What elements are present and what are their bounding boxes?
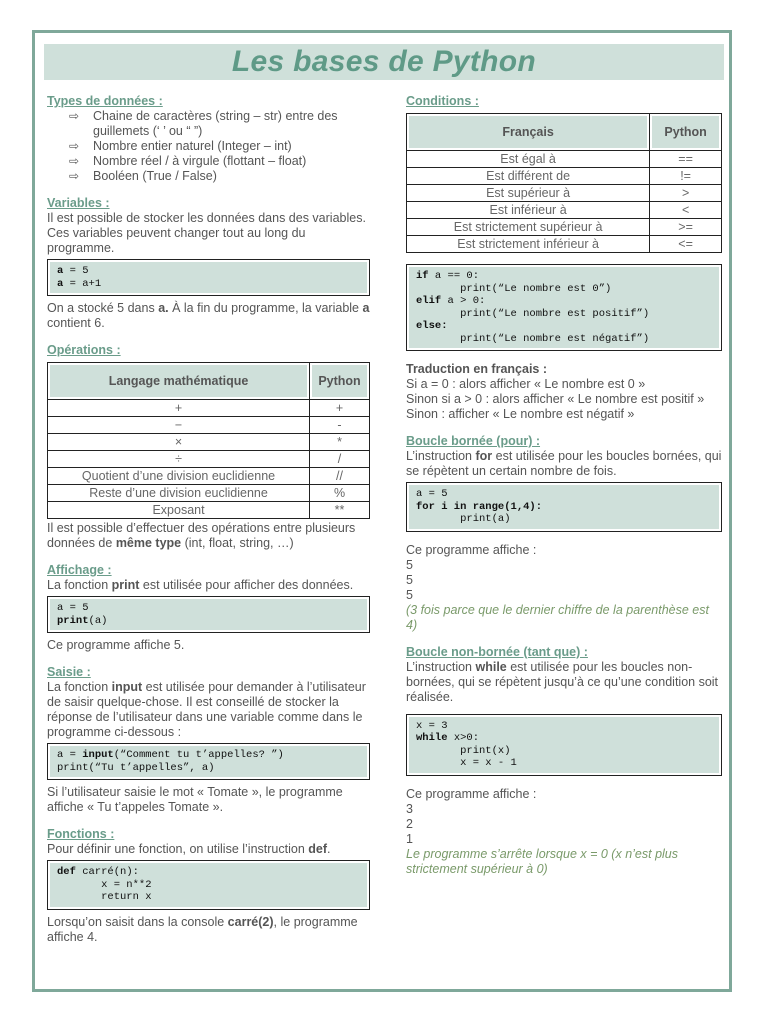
operations-heading: Opérations : bbox=[47, 343, 121, 357]
types-item: ⇨ Chaine de caractères (string – str) entre des guillemets (‘ ’ ou “ ”) bbox=[69, 109, 370, 139]
table-row: Est strictement supérieur à >= bbox=[407, 219, 722, 236]
saisie-heading: Saisie : bbox=[47, 665, 91, 679]
boucle-for-output: 5 bbox=[406, 557, 413, 572]
variables-code: a = 5 a = a+1 bbox=[47, 259, 370, 296]
table-row: Est différent de != bbox=[407, 168, 722, 185]
boucle-while-note: Le programme s’arrête lorsque x = 0 (x n’est plus strictement supérieur à 0) bbox=[406, 846, 678, 876]
traduction-line: Sinon si a > 0 : alors afficher « Le nombre est positif » bbox=[406, 392, 705, 406]
boucle-while-output: 3 bbox=[406, 801, 413, 816]
saisie-text: La fonction input est utilisée pour demander à l’utilisateur de saisir quelque-chose. Il est conseillé de stocker la réponse de l’utilisateur dans une variable comme dans le programme ci-dessous : bbox=[47, 680, 366, 739]
types-item: ⇨ Nombre réel / à virgule (flottant – float) bbox=[69, 154, 370, 169]
affichage-text: La fonction print est utilisée pour afficher des données. bbox=[47, 578, 354, 592]
types-item: ⇨ Nombre entier naturel (Integer – int) bbox=[69, 139, 370, 154]
affichage-heading: Affichage : bbox=[47, 563, 112, 577]
left-column bbox=[47, 94, 370, 945]
boucle-for-text: L’instruction for est utilisée pour les boucles bornées, qui se répètent un certain nombre de fois. bbox=[406, 449, 722, 478]
conditions-heading: Conditions : bbox=[406, 94, 479, 108]
traduction-heading: Traduction en français : bbox=[406, 362, 548, 376]
table-row: × * bbox=[48, 434, 370, 451]
types-item: ⇨ Booléen (True / False) bbox=[69, 169, 370, 184]
boucle-while-output: 2 bbox=[406, 816, 413, 831]
affichage-code: a = 5 print(a) bbox=[47, 596, 370, 633]
affichage-after: Ce programme affiche 5. bbox=[47, 638, 185, 652]
saisie-code: a = input(“Comment tu t’appelles? ”) print(“Tu t’appelles”, a) bbox=[47, 743, 370, 780]
table-row: Est supérieur à > bbox=[407, 185, 722, 202]
types-list bbox=[47, 109, 370, 184]
fonctions-heading: Fonctions : bbox=[47, 827, 115, 841]
boucle-for-after: Ce programme affiche : bbox=[406, 542, 537, 557]
table-row: ÷ / bbox=[48, 451, 370, 468]
operations-table bbox=[47, 362, 370, 519]
variables-after: On a stocké 5 dans a. À la fin du programme, la variable a contient 6. bbox=[47, 301, 370, 330]
variables-text: Il est possible de stocker les données dans des variables. Ces variables peuvent changer tout au long du programme. bbox=[47, 211, 366, 255]
boucle-while-after: Ce programme affiche : bbox=[406, 786, 537, 801]
conditions-code: if a == 0: print(“Le nombre est 0”) elif a > 0: print(“Le nombre est positif”) else: print(“Le nombre est négatif”) bbox=[406, 264, 722, 351]
saisie-after: Si l’utilisateur saisie le mot « Tomate », le programme affiche « Tu t’appeles Tomate ». bbox=[47, 785, 343, 814]
table-row: Reste d’une division euclidienne % bbox=[48, 485, 370, 502]
traduction-line: Sinon : afficher « Le nombre est négatif » bbox=[406, 407, 635, 421]
fonctions-after: Lorsqu’on saisit dans la console carré(2), le programme affiche 4. bbox=[47, 914, 358, 944]
table-row: Est strictement inférieur à <= bbox=[407, 236, 722, 253]
boucle-for-output: 5 bbox=[406, 572, 413, 587]
title-banner bbox=[44, 44, 724, 80]
fonctions-code: def carré(n): x = n**2 return x bbox=[47, 860, 370, 910]
conditions-col-fr: Français bbox=[407, 114, 650, 151]
operations-col-python: Python bbox=[310, 363, 370, 400]
right-column bbox=[406, 94, 722, 877]
operations-text: Il est possible d’effectuer des opérations entre plusieurs données de même type (int, float, string, …) bbox=[47, 521, 356, 550]
boucle-for-output: 5 bbox=[406, 587, 413, 602]
table-row: Est égal à == bbox=[407, 151, 722, 168]
boucle-for-code: a = 5 for i in range(1,4): print(a) bbox=[406, 482, 722, 532]
table-row: Exposant ** bbox=[48, 502, 370, 519]
operations-col-math: Langage mathématique bbox=[48, 363, 310, 400]
conditions-col-py: Python bbox=[650, 114, 722, 151]
table-row: + + bbox=[48, 400, 370, 417]
page-title: Les bases de Python bbox=[231, 45, 537, 78]
boucle-for-note: (3 fois parce que le dernier chiffre de la parenthèse est 4) bbox=[406, 602, 709, 632]
table-row: Est inférieur à < bbox=[407, 202, 722, 219]
variables-heading: Variables : bbox=[47, 196, 110, 210]
fonctions-text: Pour définir une fonction, on utilise l’instruction def. bbox=[47, 842, 331, 856]
boucle-while-heading: Boucle non-bornée (tant que) : bbox=[406, 644, 588, 659]
boucle-for-heading: Boucle bornée (pour) : bbox=[406, 434, 541, 448]
boucle-while-output: 1 bbox=[406, 831, 413, 846]
table-row: − - bbox=[48, 417, 370, 434]
table-row: Quotient d’une division euclidienne // bbox=[48, 468, 370, 485]
boucle-while-text: L’instruction while est utilisée pour les boucles non-bornées, qui se répètent jusqu’à ce qu’une condition soit réalisée. bbox=[406, 659, 719, 704]
traduction-line: Si a = 0 : alors afficher « Le nombre est 0 » bbox=[406, 377, 646, 391]
boucle-while-code: x = 3 while x>0: print(x) x = x - 1 bbox=[406, 714, 722, 776]
types-heading: Types de données : bbox=[47, 94, 163, 108]
conditions-table bbox=[406, 113, 722, 253]
